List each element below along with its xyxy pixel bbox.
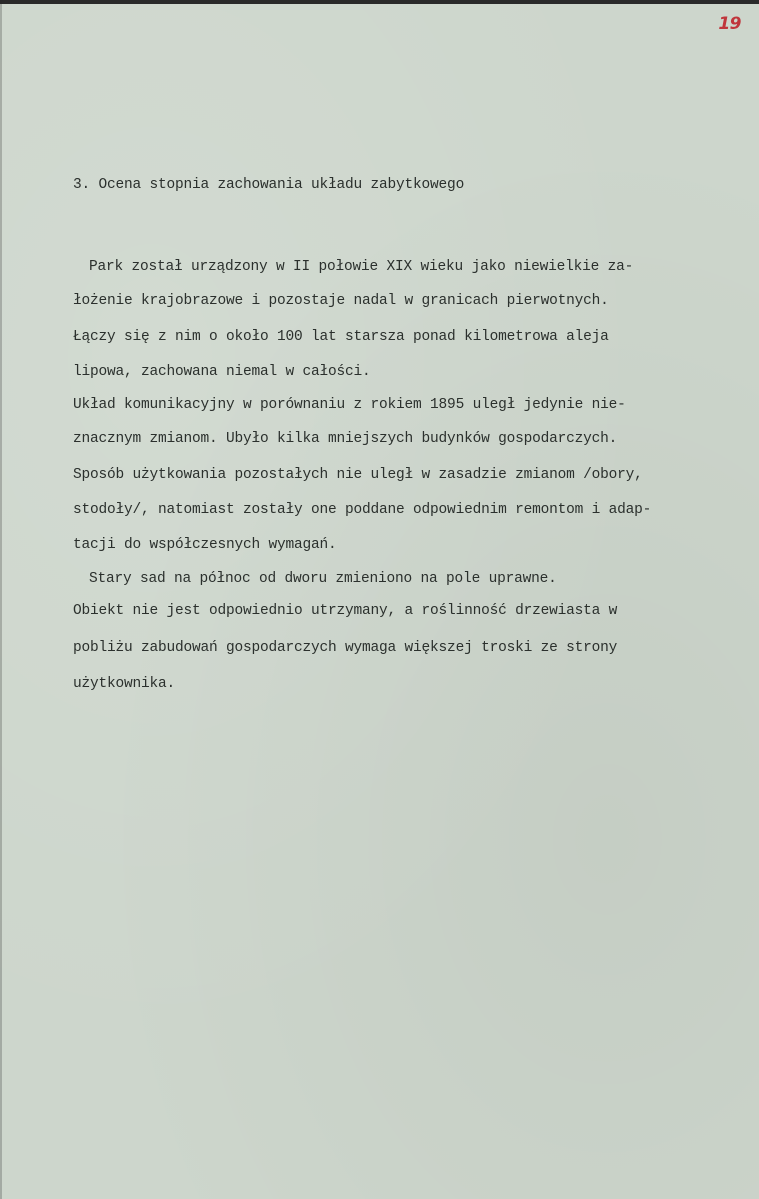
body-line-3: Łączy się z nim o około 100 lat starsza ponad kilometrowa aleja xyxy=(73,329,609,345)
body-line-8: stodoły/, natomiast zostały one poddane odpowiednim remontom i adap- xyxy=(73,502,652,518)
body-line-13: użytkownika. xyxy=(73,676,176,692)
body-line-12: pobliżu zabudowań gospodarczych wymaga większej troski ze strony xyxy=(73,640,618,656)
body-line-7: Sposób użytkowania pozostałych nie uległ w zasadzie zmianom /obory, xyxy=(73,467,643,483)
page-number: 19 xyxy=(718,14,741,34)
body-line-9: tacji do współczesnych wymagań. xyxy=(73,537,337,553)
body-line-1: Park został urządzony w II połowie XIX wieku jako niewielkie za- xyxy=(89,259,634,275)
scan-top-edge xyxy=(0,0,759,4)
body-line-2: łożenie krajobrazowe i pozostaje nadal w granicach pierwotnych. xyxy=(73,293,609,309)
body-line-11: Obiekt nie jest odpowiednio utrzymany, a roślinność drzewiasta w xyxy=(73,603,618,619)
section-heading: 3. Ocena stopnia zachowania układu zabytkowego xyxy=(73,177,465,193)
body-line-5: Układ komunikacyjny w porównaniu z rokiem 1895 uległ jedynie nie- xyxy=(73,397,626,413)
scan-left-edge xyxy=(0,0,2,1199)
body-line-10: Stary sad na północ od dworu zmieniono na pole uprawne. xyxy=(89,571,557,587)
body-line-6: znacznym zmianom. Ubyło kilka mniejszych budynków gospodarczych. xyxy=(73,431,618,447)
body-line-4: lipowa, zachowana niemal w całości. xyxy=(73,364,371,380)
